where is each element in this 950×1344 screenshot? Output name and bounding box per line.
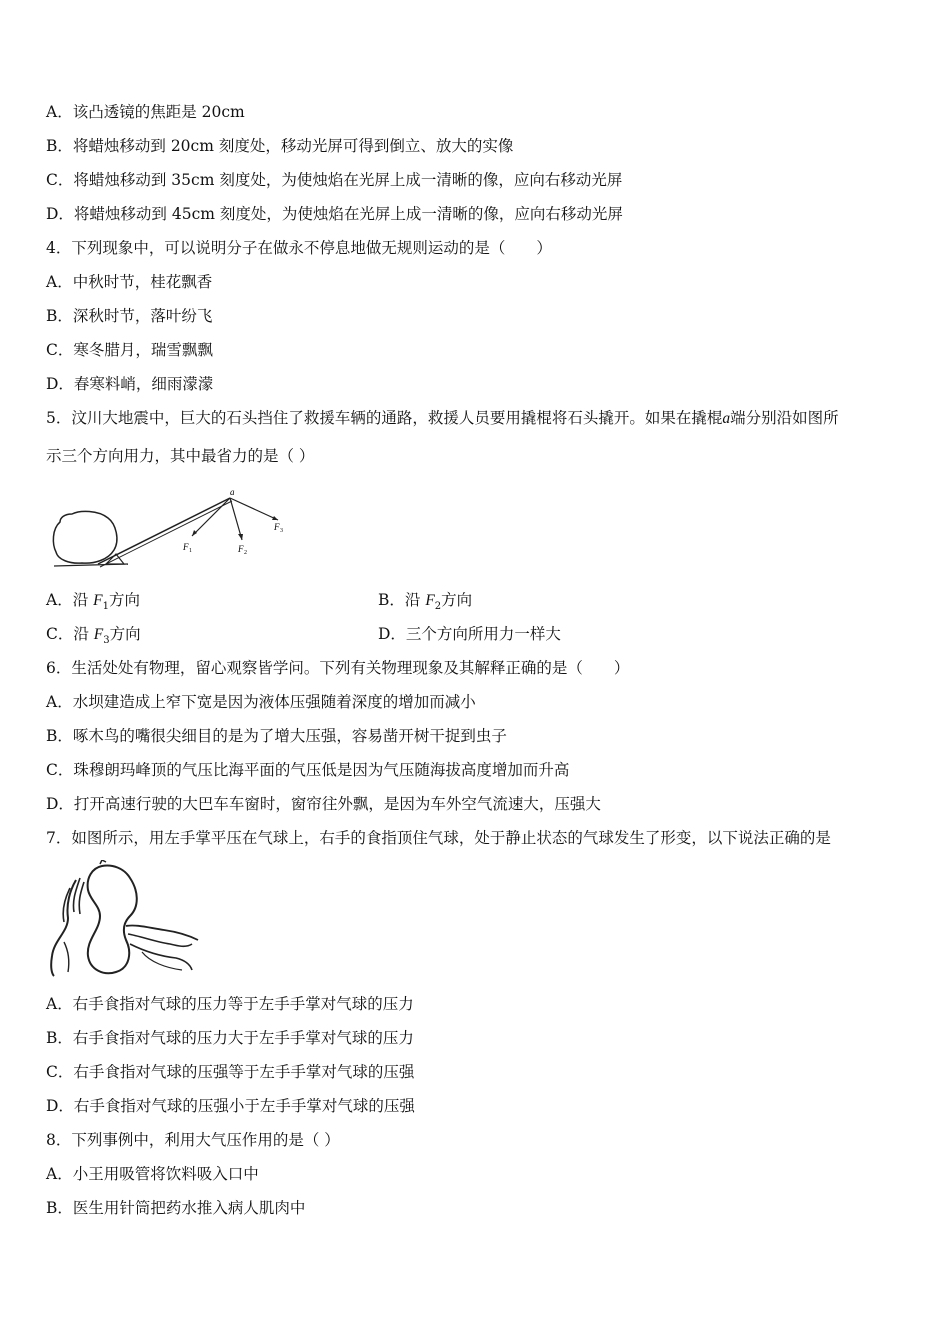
f3-label-f: F — [274, 522, 280, 532]
f1-label-sub: 1 — [189, 548, 192, 554]
balloon-figure — [46, 860, 206, 980]
q4-stem: 4．下列现象中，可以说明分子在做永不停息地做无规则运动的是（ ） — [46, 239, 552, 257]
q8-option-a: A．小王用吸管将饮料吸入口中 — [46, 1165, 259, 1183]
balloon-shape — [88, 866, 137, 974]
q5-option-c — [46, 624, 141, 651]
right-index-finger — [126, 925, 198, 940]
q4-option-c: C．寒冬腊月，瑞雪飘飘 — [46, 341, 213, 359]
point-a-label: a — [230, 487, 235, 497]
q5-option-b-sub: 2 — [434, 601, 442, 613]
q7-option-a: A．右手食指对气球的压力等于左手手掌对气球的压力 — [46, 995, 414, 1013]
q8-option-b: B．医生用针筒把药水推入病人肌肉中 — [46, 1199, 306, 1217]
f2-arrow — [230, 498, 242, 540]
q4-option-d: D．春寒料峭，细雨濛濛 — [46, 375, 214, 393]
f3-label-sub: 3 — [280, 528, 283, 534]
left-palm-shape — [51, 880, 76, 976]
q5-option-c-post: 方向 — [109, 625, 141, 643]
f1-arrow — [192, 498, 230, 536]
right-thumb — [128, 934, 192, 946]
q5-option-a-sub: 1 — [102, 601, 109, 613]
q4-option-a: A．中秋时节，桂花飘香 — [46, 273, 213, 291]
f1-arrowhead — [192, 530, 197, 536]
right-hand-fingers — [142, 952, 182, 970]
q5-option-b-post: 方向 — [441, 591, 473, 609]
q5-stem-line1 — [46, 408, 839, 429]
lever-figure — [46, 484, 296, 574]
q5-option-a — [46, 590, 140, 617]
q7-option-b: B．右手食指对气球的压力大于左手手掌对气球的压力 — [46, 1029, 414, 1047]
q4-option-b: B．深秋时节，落叶纷飞 — [46, 307, 213, 325]
q7-stem: 7．如图所示，用左手掌平压在气球上，右手的食指顶住气球，处于静止状态的气球发生了形变，以下说法正确的是 — [46, 829, 831, 847]
q5-stem-line2: 示三个方向用力，其中最省力的是（ ） — [46, 447, 315, 465]
left-finger-2 — [79, 882, 84, 914]
f2-label-sub: 2 — [244, 550, 247, 556]
q6-option-b: B．啄木鸟的嘴很尖细目的是为了增大压强，容易凿开树干捉到虫子 — [46, 727, 507, 745]
q5-option-a-pre: A．沿 — [46, 591, 94, 609]
f1-label-f: F — [183, 542, 189, 552]
q3-option-a: A．该凸透镜的焦距是 20cm — [46, 103, 245, 121]
q5-option-c-var: F — [93, 626, 104, 643]
q6-option-c: C．珠穆朗玛峰顶的气压比海平面的气压低是因为气压随海拔高度增加而升高 — [46, 761, 570, 779]
q5-option-a-var: F — [93, 592, 103, 609]
crowbar-line — [98, 498, 230, 564]
crowbar-edge — [100, 501, 232, 567]
left-wrist — [64, 942, 69, 972]
q6-option-a: A．水坝建造成上窄下宽是因为液体压强随着深度的增加而减小 — [46, 693, 476, 711]
q7-option-c: C．右手食指对气球的压强等于左手手掌对气球的压强 — [46, 1063, 415, 1081]
q6-option-d: D．打开高速行驶的大巴车车窗时，窗帘往外飘，是因为车外空气流速大，压强大 — [46, 795, 601, 813]
q5-option-c-pre: C．沿 — [46, 625, 94, 643]
q5-stem-post: 端分别沿如图所 — [730, 409, 839, 427]
f2-label-f: F — [238, 544, 244, 554]
q5-option-b-var: F — [425, 592, 435, 609]
q5-option-a-post: 方向 — [108, 591, 140, 609]
q6-stem: 6．生活处处有物理，留心观察皆学问。下列有关物理现象及其解释正确的是（ ） — [46, 659, 630, 677]
q7-option-d: D．右手食指对气球的压强小于左手手掌对气球的压强 — [46, 1097, 415, 1115]
q5-option-c-sub: 3 — [103, 635, 110, 647]
q3-option-c: C．将蜡烛移动到 35cm 刻度处，为使烛焰在光屏上成一清晰的像，应向右移动光屏 — [46, 171, 623, 189]
q3-option-d: D．将蜡烛移动到 45cm 刻度处，为使烛焰在光屏上成一清晰的像，应向右移动光屏 — [46, 205, 623, 223]
right-hand-back — [130, 944, 192, 970]
q5-stem-pre: 5．汶川大地震中，巨大的石头挡住了救援车辆的通路，救援人员要用撬棍将石头撬开。如果在撬棍 — [46, 409, 723, 427]
q3-option-b: B．将蜡烛移动到 20cm 刻度处，移动光屏可得到倒立、放大的实像 — [46, 137, 514, 155]
q8-stem: 8．下列事例中，利用大气压作用的是（ ） — [46, 1131, 340, 1149]
f3-arrow — [230, 498, 278, 520]
q5-option-b — [378, 590, 472, 617]
q5-stem-var: a — [722, 410, 731, 427]
q5-option-d: D．三个方向所用力一样大 — [378, 625, 561, 643]
q5-option-b-pre: B．沿 — [378, 591, 426, 609]
balloon-knot — [100, 860, 106, 864]
rock-shape — [53, 511, 117, 563]
